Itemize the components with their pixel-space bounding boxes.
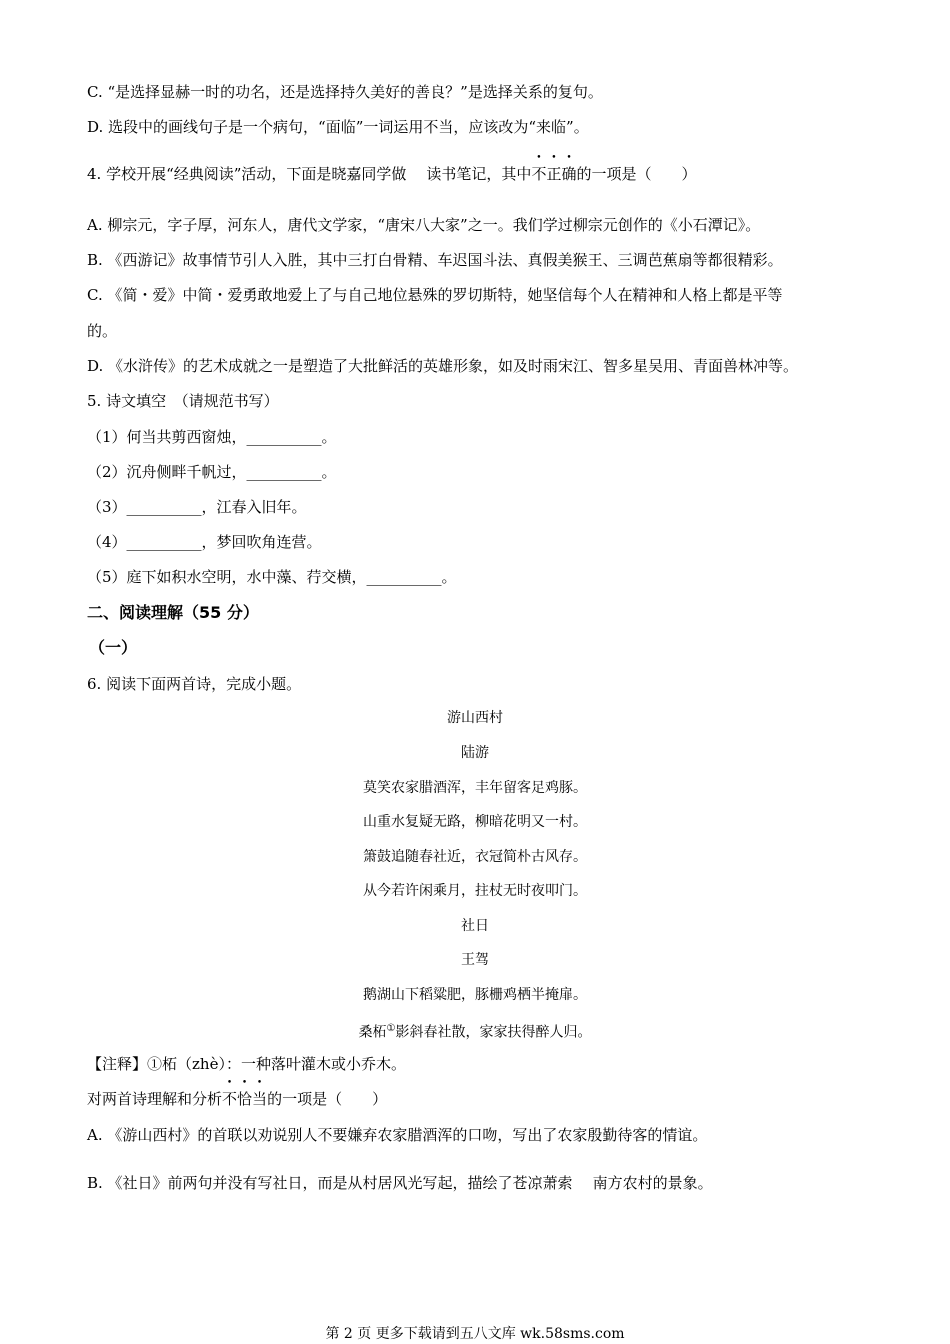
q4-stem: 4. 学校开展“经典阅读”活动，下面是晓嘉同学做 读书笔记，其中不正确的一项是（ ） <box>87 165 697 183</box>
emphasis-char: 确 <box>561 165 577 183</box>
poem1-line: 山重水复疑无路，柳暗花明又一村。 <box>363 814 587 830</box>
emphasis-char: 不 <box>531 165 547 183</box>
poem1-author: 陆游 <box>461 745 489 761</box>
q4-option-a: A. 柳宗元，字子厚，河东人，唐代文学家，“唐宋八大家”之一。我们学过柳宗元创作的《小石潭记》。 <box>87 216 761 234</box>
q5-item: （4）__________，梦回吹角连营。 <box>87 533 322 551</box>
poem2-author: 王驾 <box>461 952 489 968</box>
q4-option-b: B. 《西游记》故事情节引人入胜，其中三打白骨精、车迟国斗法、真假美猴王、三调芭蕉扇等都很精彩。 <box>87 251 783 269</box>
q5-item: （5）庭下如积水空明，水中藻、荇交横，__________。 <box>87 568 457 586</box>
poem1-line: 莫笑农家腊酒浑，丰年留客足鸡豚。 <box>363 780 587 796</box>
section-title: 二、阅读理解（55 分） <box>87 603 259 622</box>
poem2-title: 社日 <box>461 918 489 934</box>
emphasis-char: 恰 <box>237 1090 253 1108</box>
poem1-line: 箫鼓追随春社近，衣冠简朴古风存。 <box>363 849 587 865</box>
q6-question: 对两首诗理解和分析不恰当的一项是（ ） <box>87 1090 388 1108</box>
q3-option-d: D. 选段中的画线句子是一个病句，“面临”一词运用不当，应该改为“来临”。 <box>87 118 589 136</box>
poem2-line: 桑柘①影斜春社散，家家扶得醉人归。 <box>358 1023 592 1041</box>
annotation-note: 【注释】①柘（zhè）：一种落叶灌木或小乔木。 <box>87 1055 406 1073</box>
q5-title: 5. 诗文填空 （请规范书写） <box>87 392 279 410</box>
q4-option-c-line2: 的。 <box>87 322 118 340</box>
q5-item: （2）沉舟侧畔千帆过，__________。 <box>87 463 337 481</box>
emphasis-char: 不 <box>222 1090 238 1108</box>
emphasis-char: 正 <box>546 165 562 183</box>
footnote-marker: ① <box>386 1023 396 1034</box>
q6-option-b: B. 《社日》前两句并没有写社日，而是从村居风光写起，描绘了苍凉萧索 南方农村的景象。 <box>87 1174 713 1192</box>
q5-item: （1）何当共剪西窗烛，__________。 <box>87 428 337 446</box>
q6-option-a: A. 《游山西村》的首联以劝说别人不要嫌弃农家腊酒浑的口吻，写出了农家殷勤待客的情谊。 <box>87 1126 708 1144</box>
poem1-line: 从今若许闲乘月，拄杖无时夜叩门。 <box>363 883 587 899</box>
section-subtitle: （一） <box>89 638 138 657</box>
q4-option-d: D. 《水浒传》的艺术成就之一是塑造了大批鲜活的英雄形象，如及时雨宋江、智多星吴用、青面兽林冲等。 <box>87 357 799 375</box>
q3-option-c: C. “是选择显赫一时的功名，还是选择持久美好的善良？”是选择关系的复句。 <box>87 83 603 101</box>
poem1-title: 游山西村 <box>447 710 503 726</box>
page-footer: 第 2 页 更多下载请到五八文库 wk.58sms.com <box>325 1326 625 1342</box>
q6-stem: 6. 阅读下面两首诗，完成小题。 <box>87 675 302 693</box>
q5-item: （3）__________，江春入旧年。 <box>87 498 307 516</box>
emphasis-char: 当 <box>252 1090 268 1108</box>
q4-option-c-line1: C. 《简・爱》中简・爱勇敢地爱上了与自己地位悬殊的罗切斯特，她坚信每个人在精神和人格上都是平等 <box>87 286 783 304</box>
poem2-line: 鹅湖山下稻粱肥，豚栅鸡栖半掩扉。 <box>363 987 587 1003</box>
